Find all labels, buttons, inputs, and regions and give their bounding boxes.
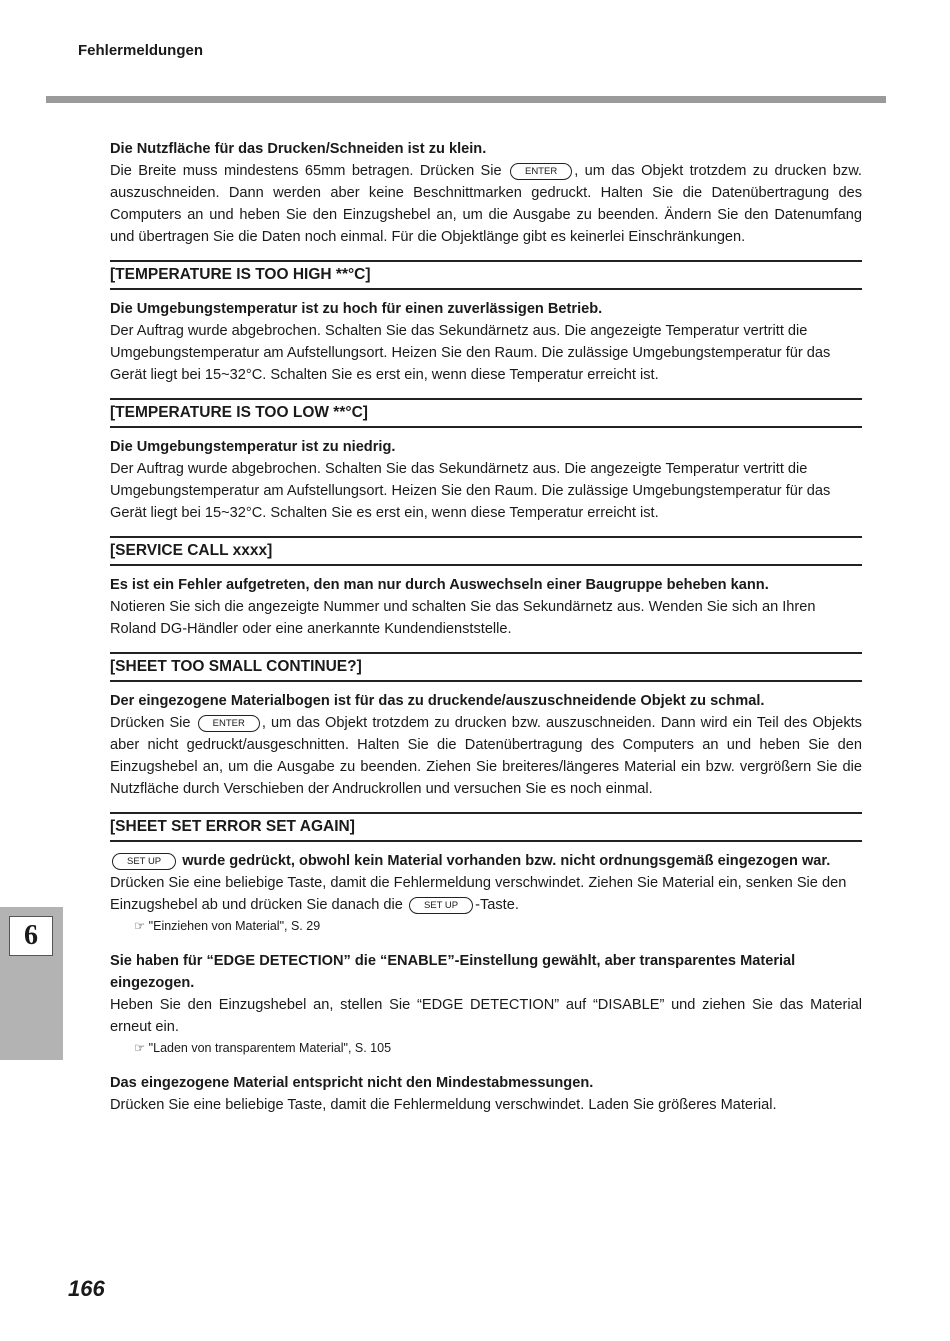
intro-text-after-key: , um das Objekt trotzdem zu drucken bzw. auszuschneiden. Dann werden aber keine Beschnittmarken gedruckt. Halten Sie die Datenübertragung des Computers an und heben Sie den Einzugshebel an, um die Ausgabe zu beenden. Ändern Sie den Datenumfang und übertragen Sie die Daten noch einmal. Für die Objektlänge gibt es keinerlei Einschränkungen.	[110, 163, 862, 245]
sheet-small-text-after-key: , um das Objekt trotzdem zu drucken bzw. auszuschneiden. Dann wird ein Teil des Objekts aber nicht gedruckt/ausgeschnitten. Halten Sie die Datenübertragung des Computers an und heben Sie den Einzugshebel an, um die Ausgabe zu beenden. Ziehen Sie breiteres/längeres Material ein bzw. vergrößern Sie die Nutzfläche durch Verschieben der Andruckrollen und versuchen Sie es noch einmal.	[110, 715, 862, 797]
header-rule	[46, 96, 886, 103]
sheet-set-cause2-reference: ☞ "Laden von transparentem Material", S. 105	[134, 1041, 392, 1055]
service-call-text: Notieren Sie sich die angezeigte Nummer und schalten Sie das Sekundärnetz aus. Wenden Sie sich an Ihren Roland DG-Händler oder eine anerkannte Kundendienststelle.	[110, 599, 816, 637]
temp-high-heading: Die Umgebungstemperatur ist zu hoch für einen zuverlässigen Betrieb.	[110, 301, 603, 317]
page-header-title: Fehlermeldungen	[78, 42, 204, 59]
service-call-heading: Es ist ein Fehler aufgetreten, den man nur durch Auswechseln einer Baugruppe beheben kann.	[110, 577, 769, 593]
setup-key-icon: SET UP	[112, 853, 176, 870]
intro-heading: Die Nutzfläche für das Drucken/Schneiden ist zu klein.	[110, 141, 487, 157]
sheet-set-cause3-text: Drücken Sie eine beliebige Taste, damit die Fehlermeldung verschwindet. Laden Sie größeres Material.	[110, 1097, 777, 1113]
page-content	[110, 138, 862, 1116]
sheet-small-text	[110, 712, 862, 800]
chapter-number: 6	[9, 916, 53, 956]
sheet-set-cause2-heading: Sie haben für “EDGE DETECTION” die “ENABLE”-Einstellung gewählt, aber transparentes Material eingezogen.	[110, 953, 796, 991]
section-title-temp-low: [TEMPERATURE IS TOO LOW **°C]	[110, 398, 862, 428]
intro-text-before-key: Die Breite muss mindestens 65mm betragen. Drücken Sie	[110, 163, 502, 179]
intro-text	[110, 160, 862, 248]
sheet-set-cause1-text-after-key: -Taste.	[475, 897, 519, 913]
temp-low-heading: Die Umgebungstemperatur ist zu niedrig.	[110, 439, 396, 455]
setup-key-icon: SET UP	[409, 897, 473, 914]
sheet-set-cause1-text-before-key: Drücken Sie eine beliebige Taste, damit die Fehlermeldung verschwindet. Ziehen Sie Material ein, senken Sie den Einzugshebel ab und drücken Sie danach die	[110, 875, 847, 913]
temp-high-text: Der Auftrag wurde abgebrochen. Schalten Sie das Sekundärnetz aus. Die angezeigte Temperatur vertritt die Umgebungstemperatur am Aufstellungsort. Heizen Sie den Raum. Die zulässige Umgebungstemperatur für das Gerät liegt bei 15~32°C. Schalten Sie es erst ein, wenn diese Temperatur erreicht ist.	[110, 323, 831, 383]
sheet-set-cause1-reference: ☞ "Einziehen von Material", S. 29	[134, 919, 321, 933]
temp-low-text: Der Auftrag wurde abgebrochen. Schalten Sie das Sekundärnetz aus. Die angezeigte Temperatur vertritt die Umgebungstemperatur am Aufstellungsort. Heizen Sie den Raum. Die zulässige Umgebungstemperatur für das Gerät liegt bei 15~32°C. Schalten Sie es erst ein, wenn diese Temperatur erreicht ist.	[110, 461, 831, 521]
sheet-set-cause1-text	[110, 872, 862, 916]
section-title-sheet-small: [SHEET TOO SMALL CONTINUE?]	[110, 652, 862, 682]
section-title-sheet-set: [SHEET SET ERROR SET AGAIN]	[110, 812, 862, 842]
section-title-temp-high: [TEMPERATURE IS TOO HIGH **°C]	[110, 260, 862, 290]
sheet-small-heading: Der eingezogene Materialbogen ist für das zu druckende/auszuschneidende Objekt zu schmal.	[110, 693, 765, 709]
sheet-set-cause3-heading: Das eingezogene Material entspricht nicht den Mindestabmessungen.	[110, 1075, 594, 1091]
sheet-set-cause1-heading-text: wurde gedrückt, obwohl kein Material vorhanden bzw. nicht ordnungsgemäß eingezogen war.	[182, 853, 831, 869]
section-title-service-call: [SERVICE CALL xxxx]	[110, 536, 862, 566]
sheet-set-cause1-heading	[110, 850, 862, 872]
page-number: 166	[68, 1276, 105, 1301]
enter-key-icon: ENTER	[198, 715, 260, 732]
enter-key-icon: ENTER	[510, 163, 572, 180]
sheet-small-text-before-key: Drücken Sie	[110, 715, 191, 731]
sheet-set-cause2-text: Heben Sie den Einzugshebel an, stellen Sie “EDGE DETECTION” auf “DISABLE” und ziehen Sie das Material erneut ein.	[110, 997, 862, 1035]
chapter-tab	[0, 907, 63, 1060]
